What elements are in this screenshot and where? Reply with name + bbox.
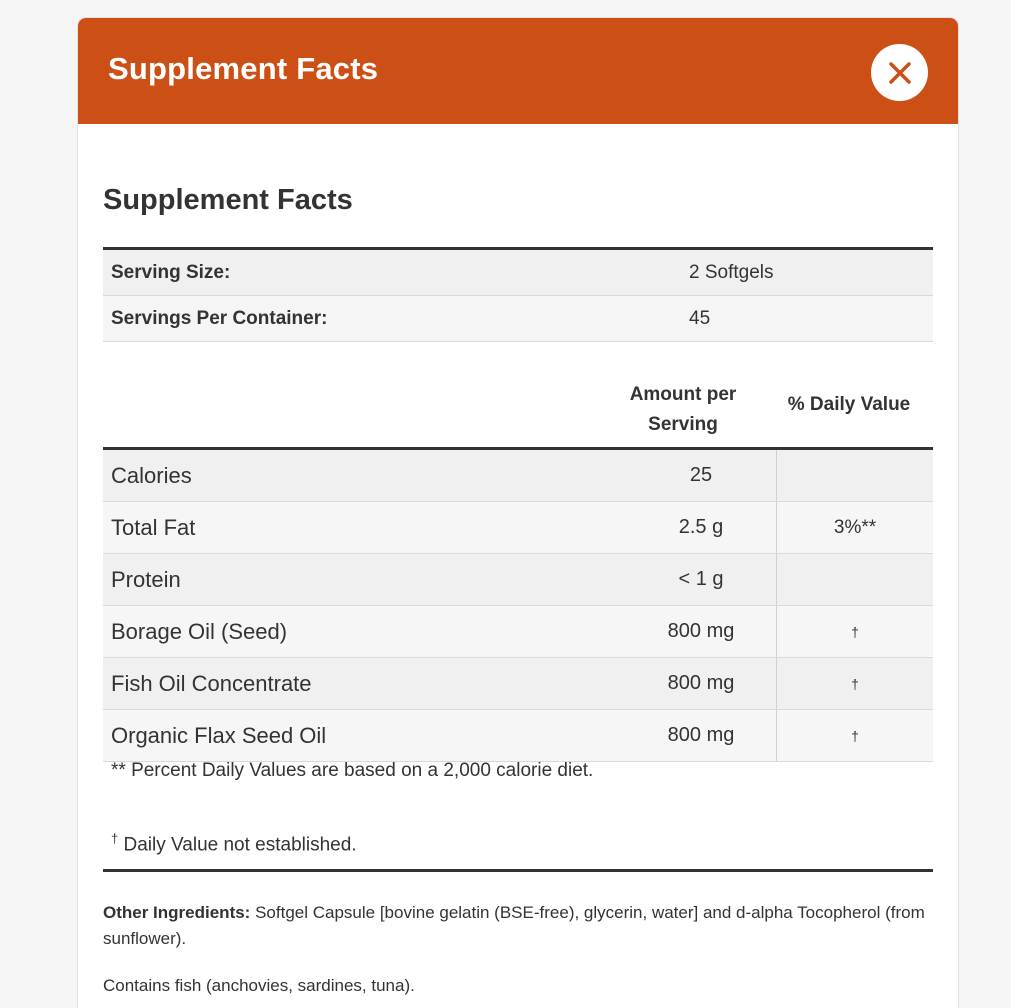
table-row <box>103 606 933 658</box>
daily-value-header: % Daily Value <box>787 394 911 415</box>
nutrient-table <box>103 447 933 762</box>
amount-per-serving-header: Amount per Serving <box>629 384 737 435</box>
other-ingredients-label: Other Ingredients: <box>103 903 251 922</box>
dagger-footnote-text: Daily Value not established. <box>118 834 357 856</box>
modal-title: Supplement Facts <box>108 51 379 86</box>
serving-table <box>103 247 933 342</box>
nutrient-name: Borage Oil (Seed) <box>103 606 626 658</box>
nutrient-amount: 800 mg <box>626 606 777 658</box>
other-ingredients <box>103 900 933 952</box>
table-row <box>103 710 933 762</box>
nutrient-daily-value: † <box>777 658 934 710</box>
servings-per-container-row <box>103 296 933 342</box>
nutrient-name: Total Fat <box>103 502 626 554</box>
nutrient-amount: < 1 g <box>626 554 777 606</box>
nutrient-amount: 800 mg <box>626 658 777 710</box>
table-row <box>103 554 933 606</box>
nutrient-name: Protein <box>103 554 626 606</box>
serving-size-label: Serving Size: <box>103 249 681 296</box>
allergen-statement: Contains fish (anchovies, sardines, tuna). <box>103 976 415 995</box>
nutrient-name: Organic Flax Seed Oil <box>103 710 626 762</box>
dagger-footnote <box>111 831 357 856</box>
table-row <box>103 658 933 710</box>
nutrient-daily-value: † <box>777 710 934 762</box>
facts-heading: Supplement Facts <box>103 184 353 216</box>
nutrient-daily-value: 3%** <box>777 502 934 554</box>
table-row <box>103 449 933 502</box>
serving-size-row <box>103 249 933 296</box>
percent-daily-footnote: ** Percent Daily Values are based on a 2,000 calorie diet. <box>111 760 594 781</box>
serving-size-value: 2 Softgels <box>681 249 933 296</box>
nutrient-daily-value <box>777 449 934 502</box>
nutrient-amount: 800 mg <box>626 710 777 762</box>
close-icon <box>887 60 913 86</box>
nutrient-daily-value: † <box>777 606 934 658</box>
close-button[interactable] <box>871 44 928 101</box>
modal-header <box>78 18 958 124</box>
dagger-mark: † <box>111 831 119 846</box>
servings-per-container-value: 45 <box>681 296 933 342</box>
servings-per-container-label: Servings Per Container: <box>103 296 681 342</box>
nutrient-amount: 2.5 g <box>626 502 777 554</box>
nutrient-amount: 25 <box>626 449 777 502</box>
other-ingredients-text: Softgel Capsule [bovine gelatin (BSE-free), glycerin, water] and d-alpha Tocopherol (from sunflower). <box>103 903 925 948</box>
nutrient-name: Fish Oil Concentrate <box>103 658 626 710</box>
table-row <box>103 502 933 554</box>
nutrient-name: Calories <box>103 449 626 502</box>
section-divider <box>103 869 933 872</box>
nutrient-daily-value <box>777 554 934 606</box>
supplement-facts-modal <box>78 18 958 1008</box>
